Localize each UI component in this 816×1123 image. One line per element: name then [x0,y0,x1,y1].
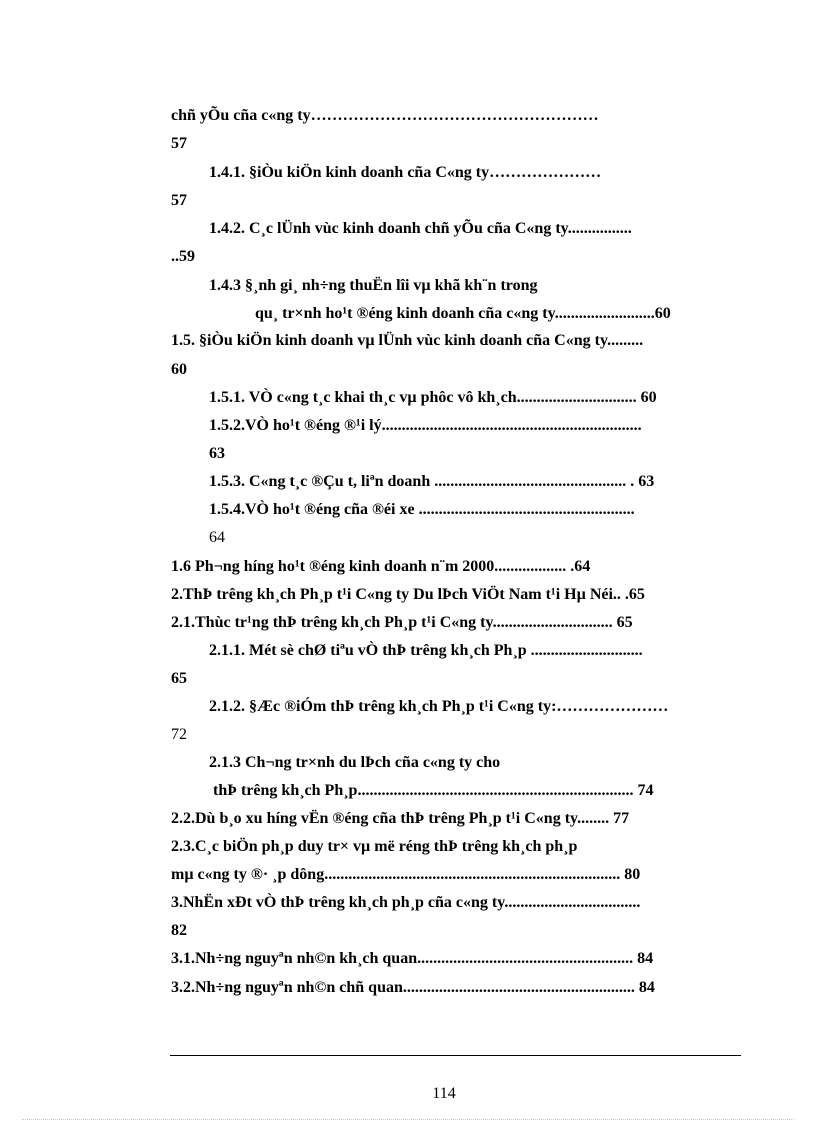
toc-page-number: 65 [171,670,187,687]
toc-line: 1.4.2. C¸c lÜnh vùc kinh doanh chñ yÕu cña C«ng ty................ [209,220,632,237]
toc-line: 1.5. §iÒu kiÖn kinh doanh vµ lÜnh vùc kinh doanh cña C«ng ty......... [171,332,644,349]
toc-line: 1.5.4.VÒ ho¹t ®éng cña ®éi xe ...................................................... [209,501,635,518]
toc-page-number: 57 [171,135,187,152]
toc-line: 2.ThÞ trêng kh¸ch Ph¸p t¹i C«ng ty Du lÞch ViÖt Nam t¹i Hµ Néi.. .65 [171,586,645,603]
toc-line: 1.5.3. C«ng t¸c ®Çu t, liªn doanh ................................................ . 63 [209,473,655,490]
toc-line: 2.2.Dù b¸o xu híng vËn ®éng cña thÞ trêng Ph¸p t¹i C«ng ty........ 77 [171,810,630,827]
toc-page-number: ..59 [171,248,195,265]
toc-line: 3.NhËn xÐt vÒ thÞ trêng kh¸ch ph¸p cña c«ng ty.................................. [171,894,641,911]
toc-line: 3.1.Nh÷ng nguyªn nh©n kh¸ch quan...................................................... 84 [171,950,654,967]
toc-page-number: 82 [171,922,187,939]
footer-divider [170,1055,741,1056]
toc-line: 2.1.3 Ch¬ng tr×nh du lÞch cña c«ng ty cho [209,754,501,771]
toc-line: qu¸ tr×nh ho¹t ®éng kinh doanh cña c«ng ty.........................60 [255,305,671,322]
toc-line: chñ yÕu cña c«ng ty……………………………………………… [171,107,599,124]
toc-page-number: 72 [171,726,187,743]
toc-page-number: 60 [171,361,187,378]
toc-page-number: 64 [209,529,225,546]
toc-line: 1.5.1. VÒ c«ng t¸c khai th¸c vµ phôc vô kh¸ch.............................. 60 [209,389,657,406]
page-bottom-border [22,1119,794,1120]
toc-line: thÞ trêng kh¸ch Ph¸p..................................................................... 74 [213,782,654,799]
toc-line: 2.3.C¸c biÖn ph¸p duy tr× vµ më réng thÞ trêng kh¸ch ph¸p [171,838,578,855]
toc-line: 2.1.1. Mét sè chØ tiªu vÒ thÞ trêng kh¸ch Ph¸p ............................ [209,642,643,659]
toc-line: 1.4.3 §¸nh gi¸ nh÷ng thuËn lîi vµ khã kh¨n trong [209,277,538,294]
page-number: 114 [432,1085,456,1102]
toc-line: 1.6 Ph¬ng híng ho¹t ®éng kinh doanh n¨m 2000.................. .64 [171,558,591,575]
toc-line: 1.4.1. §iÒu kiÖn kinh doanh cña C«ng ty………………… [209,164,602,181]
toc-line: mµ c«ng ty ®· ¸p dông.......................................................................... 80 [171,866,641,883]
toc-line: 3.2.Nh÷ng nguyªn nh©n chñ quan.......................................................... 84 [171,979,655,996]
toc-line: 1.5.2.VÒ ho¹t ®éng ®¹i lý................................................................. [209,417,642,434]
toc-page-number: 63 [209,445,225,462]
toc-line: 2.1.Thùc tr¹ng thÞ trêng kh¸ch Ph¸p t¹i C«ng ty.............................. 65 [171,614,633,631]
toc-line: 2.1.2. §Æc ®iÓm thÞ trêng kh¸ch Ph¸p t¹i C«ng ty:………………… [209,698,669,715]
toc-page-number: 57 [171,192,187,209]
